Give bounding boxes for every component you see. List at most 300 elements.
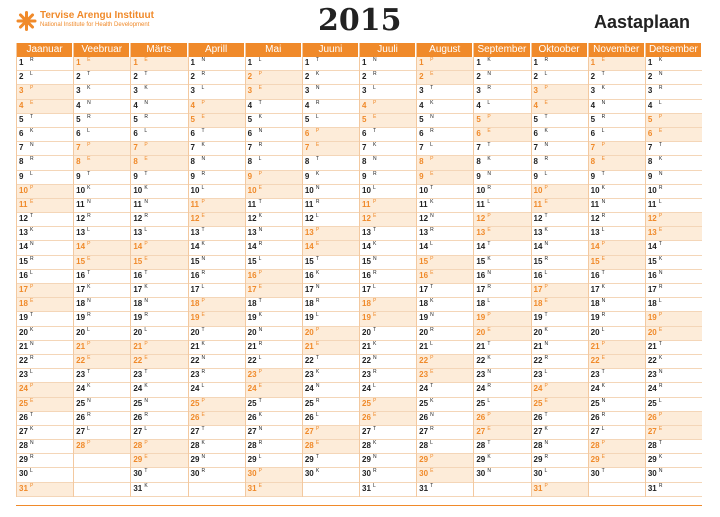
day-cell[interactable] [303,327,359,341]
day-cell[interactable] [417,398,473,412]
day-cell[interactable] [74,241,130,255]
day-cell[interactable] [417,57,473,71]
day-cell[interactable] [303,426,359,440]
day-cell[interactable] [646,483,702,497]
day-cell[interactable] [532,398,588,412]
day-cell[interactable] [646,171,702,185]
day-cell[interactable] [532,199,588,213]
day-cell[interactable] [189,355,245,369]
day-cell[interactable] [17,128,73,142]
day-cell[interactable] [474,142,530,156]
day-cell[interactable] [189,114,245,128]
day-cell[interactable] [589,171,645,185]
day-cell[interactable] [474,327,530,341]
day-cell[interactable] [303,398,359,412]
day-cell[interactable] [532,270,588,284]
day-cell[interactable] [189,327,245,341]
day-cell[interactable] [17,156,73,170]
day-cell[interactable] [17,398,73,412]
day-cell[interactable] [246,355,302,369]
day-cell[interactable] [474,426,530,440]
day-cell[interactable] [131,213,187,227]
day-cell[interactable] [532,355,588,369]
day-cell[interactable] [74,171,130,185]
day-cell[interactable] [589,128,645,142]
day-cell[interactable] [474,85,530,99]
day-cell[interactable] [303,114,359,128]
day-cell[interactable] [303,100,359,114]
day-cell[interactable] [589,114,645,128]
day-cell[interactable] [532,85,588,99]
day-cell[interactable] [17,256,73,270]
day-cell[interactable] [646,156,702,170]
day-cell[interactable] [189,213,245,227]
day-cell[interactable] [417,341,473,355]
day-cell[interactable] [532,341,588,355]
day-cell[interactable] [532,312,588,326]
day-cell[interactable] [131,142,187,156]
day-cell[interactable] [360,341,416,355]
day-cell[interactable] [246,483,302,497]
day-cell[interactable] [303,369,359,383]
day-cell[interactable] [17,57,73,71]
day-cell[interactable] [474,199,530,213]
day-cell[interactable] [646,185,702,199]
day-cell[interactable] [131,284,187,298]
day-cell[interactable] [303,199,359,213]
day-cell[interactable] [417,100,473,114]
day-cell[interactable] [131,483,187,497]
day-cell[interactable] [303,483,359,497]
day-cell[interactable] [246,468,302,482]
day-cell[interactable] [189,199,245,213]
day-cell[interactable] [360,298,416,312]
day-cell[interactable] [131,369,187,383]
day-cell[interactable] [589,383,645,397]
day-cell[interactable] [74,284,130,298]
day-cell[interactable] [74,227,130,241]
day-cell[interactable] [17,85,73,99]
day-cell[interactable] [74,483,130,497]
day-cell[interactable] [474,440,530,454]
day-cell[interactable] [131,185,187,199]
day-cell[interactable] [189,412,245,426]
day-cell[interactable] [360,426,416,440]
day-cell[interactable] [74,142,130,156]
day-cell[interactable] [246,185,302,199]
day-cell[interactable] [303,341,359,355]
day-cell[interactable] [532,241,588,255]
day-cell[interactable] [417,227,473,241]
day-cell[interactable] [646,241,702,255]
day-cell[interactable] [589,398,645,412]
day-cell[interactable] [131,256,187,270]
day-cell[interactable] [360,284,416,298]
day-cell[interactable] [360,142,416,156]
day-cell[interactable] [17,71,73,85]
day-cell[interactable] [17,213,73,227]
day-cell[interactable] [589,426,645,440]
day-cell[interactable] [646,114,702,128]
day-cell[interactable] [474,468,530,482]
day-cell[interactable] [360,171,416,185]
day-cell[interactable] [474,369,530,383]
day-cell[interactable] [246,440,302,454]
day-cell[interactable] [189,298,245,312]
day-cell[interactable] [74,128,130,142]
day-cell[interactable] [360,199,416,213]
day-cell[interactable] [189,100,245,114]
day-cell[interactable] [74,298,130,312]
day-cell[interactable] [17,483,73,497]
day-cell[interactable] [532,383,588,397]
day-cell[interactable] [417,426,473,440]
day-cell[interactable] [646,468,702,482]
day-cell[interactable] [189,440,245,454]
day-cell[interactable] [303,270,359,284]
day-cell[interactable] [246,199,302,213]
day-cell[interactable] [189,483,245,497]
day-cell[interactable] [360,227,416,241]
day-cell[interactable] [17,426,73,440]
day-cell[interactable] [303,454,359,468]
day-cell[interactable] [417,114,473,128]
day-cell[interactable] [646,383,702,397]
day-cell[interactable] [17,142,73,156]
day-cell[interactable] [417,171,473,185]
day-cell[interactable] [17,327,73,341]
day-cell[interactable] [303,71,359,85]
day-cell[interactable] [532,71,588,85]
day-cell[interactable] [17,227,73,241]
day-cell[interactable] [74,440,130,454]
day-cell[interactable] [246,142,302,156]
day-cell[interactable] [246,171,302,185]
day-cell[interactable] [246,57,302,71]
day-cell[interactable] [589,412,645,426]
day-cell[interactable] [17,383,73,397]
day-cell[interactable] [17,171,73,185]
day-cell[interactable] [646,426,702,440]
day-cell[interactable] [474,128,530,142]
day-cell[interactable] [646,256,702,270]
day-cell[interactable] [131,398,187,412]
day-cell[interactable] [417,156,473,170]
day-cell[interactable] [131,412,187,426]
day-cell[interactable] [532,114,588,128]
day-cell[interactable] [646,341,702,355]
day-cell[interactable] [646,398,702,412]
day-cell[interactable] [131,156,187,170]
day-cell[interactable] [532,327,588,341]
day-cell[interactable] [303,227,359,241]
day-cell[interactable] [474,312,530,326]
day-cell[interactable] [532,227,588,241]
day-cell[interactable] [246,85,302,99]
day-cell[interactable] [189,128,245,142]
day-cell[interactable] [131,241,187,255]
day-cell[interactable] [474,241,530,255]
day-cell[interactable] [246,270,302,284]
day-cell[interactable] [131,171,187,185]
day-cell[interactable] [417,355,473,369]
day-cell[interactable] [74,213,130,227]
day-cell[interactable] [246,426,302,440]
day-cell[interactable] [74,383,130,397]
day-cell[interactable] [474,156,530,170]
day-cell[interactable] [589,284,645,298]
day-cell[interactable] [246,71,302,85]
day-cell[interactable] [246,454,302,468]
day-cell[interactable] [246,341,302,355]
day-cell[interactable] [474,383,530,397]
day-cell[interactable] [417,440,473,454]
day-cell[interactable] [646,369,702,383]
day-cell[interactable] [74,412,130,426]
day-cell[interactable] [17,412,73,426]
day-cell[interactable] [303,171,359,185]
day-cell[interactable] [532,369,588,383]
day-cell[interactable] [589,142,645,156]
day-cell[interactable] [189,454,245,468]
day-cell[interactable] [246,241,302,255]
day-cell[interactable] [474,171,530,185]
day-cell[interactable] [646,454,702,468]
day-cell[interactable] [131,426,187,440]
day-cell[interactable] [417,284,473,298]
day-cell[interactable] [646,227,702,241]
day-cell[interactable] [474,398,530,412]
day-cell[interactable] [474,71,530,85]
day-cell[interactable] [646,270,702,284]
day-cell[interactable] [589,199,645,213]
day-cell[interactable] [189,312,245,326]
day-cell[interactable] [646,71,702,85]
day-cell[interactable] [417,412,473,426]
day-cell[interactable] [131,454,187,468]
day-cell[interactable] [532,142,588,156]
day-cell[interactable] [532,454,588,468]
day-cell[interactable] [246,128,302,142]
day-cell[interactable] [360,398,416,412]
day-cell[interactable] [189,241,245,255]
day-cell[interactable] [246,114,302,128]
day-cell[interactable] [417,199,473,213]
day-cell[interactable] [189,369,245,383]
day-cell[interactable] [303,85,359,99]
day-cell[interactable] [17,241,73,255]
day-cell[interactable] [646,85,702,99]
day-cell[interactable] [74,398,130,412]
day-cell[interactable] [17,440,73,454]
day-cell[interactable] [589,355,645,369]
day-cell[interactable] [532,100,588,114]
day-cell[interactable] [360,114,416,128]
day-cell[interactable] [189,142,245,156]
day-cell[interactable] [131,355,187,369]
day-cell[interactable] [532,256,588,270]
day-cell[interactable] [131,298,187,312]
day-cell[interactable] [360,483,416,497]
day-cell[interactable] [646,327,702,341]
day-cell[interactable] [589,156,645,170]
day-cell[interactable] [131,440,187,454]
day-cell[interactable] [417,85,473,99]
day-cell[interactable] [417,128,473,142]
day-cell[interactable] [360,85,416,99]
day-cell[interactable] [360,57,416,71]
day-cell[interactable] [589,100,645,114]
day-cell[interactable] [131,199,187,213]
day-cell[interactable] [417,327,473,341]
day-cell[interactable] [532,284,588,298]
day-cell[interactable] [303,468,359,482]
day-cell[interactable] [532,412,588,426]
day-cell[interactable] [189,85,245,99]
day-cell[interactable] [360,128,416,142]
day-cell[interactable] [646,440,702,454]
day-cell[interactable] [532,156,588,170]
day-cell[interactable] [131,100,187,114]
day-cell[interactable] [417,369,473,383]
day-cell[interactable] [131,312,187,326]
day-cell[interactable] [303,213,359,227]
day-cell[interactable] [189,227,245,241]
day-cell[interactable] [417,483,473,497]
day-cell[interactable] [589,256,645,270]
day-cell[interactable] [246,156,302,170]
day-cell[interactable] [246,327,302,341]
day-cell[interactable] [474,298,530,312]
day-cell[interactable] [17,114,73,128]
day-cell[interactable] [474,412,530,426]
day-cell[interactable] [532,483,588,497]
day-cell[interactable] [131,71,187,85]
day-cell[interactable] [17,312,73,326]
day-cell[interactable] [360,369,416,383]
day-cell[interactable] [17,341,73,355]
day-cell[interactable] [74,256,130,270]
day-cell[interactable] [17,298,73,312]
day-cell[interactable] [532,440,588,454]
day-cell[interactable] [246,312,302,326]
day-cell[interactable] [74,454,130,468]
day-cell[interactable] [246,213,302,227]
day-cell[interactable] [189,171,245,185]
day-cell[interactable] [417,312,473,326]
day-cell[interactable] [589,270,645,284]
day-cell[interactable] [589,241,645,255]
day-cell[interactable] [417,383,473,397]
day-cell[interactable] [74,327,130,341]
day-cell[interactable] [189,341,245,355]
day-cell[interactable] [474,341,530,355]
day-cell[interactable] [474,270,530,284]
day-cell[interactable] [532,213,588,227]
day-cell[interactable] [74,426,130,440]
day-cell[interactable] [303,383,359,397]
day-cell[interactable] [474,355,530,369]
day-cell[interactable] [131,468,187,482]
day-cell[interactable] [474,227,530,241]
day-cell[interactable] [246,256,302,270]
day-cell[interactable] [532,185,588,199]
day-cell[interactable] [532,171,588,185]
day-cell[interactable] [360,468,416,482]
day-cell[interactable] [189,383,245,397]
day-cell[interactable] [74,185,130,199]
day-cell[interactable] [532,128,588,142]
day-cell[interactable] [646,412,702,426]
day-cell[interactable] [589,327,645,341]
day-cell[interactable] [646,312,702,326]
day-cell[interactable] [303,241,359,255]
day-cell[interactable] [417,213,473,227]
day-cell[interactable] [303,185,359,199]
day-cell[interactable] [474,454,530,468]
day-cell[interactable] [246,298,302,312]
day-cell[interactable] [646,100,702,114]
day-cell[interactable] [474,213,530,227]
day-cell[interactable] [417,71,473,85]
day-cell[interactable] [17,100,73,114]
day-cell[interactable] [589,71,645,85]
day-cell[interactable] [246,398,302,412]
day-cell[interactable] [74,85,130,99]
day-cell[interactable] [17,468,73,482]
day-cell[interactable] [303,412,359,426]
day-cell[interactable] [417,468,473,482]
day-cell[interactable] [74,341,130,355]
day-cell[interactable] [189,284,245,298]
day-cell[interactable] [646,199,702,213]
day-cell[interactable] [246,227,302,241]
day-cell[interactable] [17,199,73,213]
day-cell[interactable] [646,128,702,142]
day-cell[interactable] [589,185,645,199]
day-cell[interactable] [303,355,359,369]
day-cell[interactable] [74,199,130,213]
day-cell[interactable] [417,185,473,199]
day-cell[interactable] [589,468,645,482]
day-cell[interactable] [589,454,645,468]
day-cell[interactable] [131,270,187,284]
day-cell[interactable] [360,327,416,341]
day-cell[interactable] [360,270,416,284]
day-cell[interactable] [474,483,530,497]
day-cell[interactable] [246,369,302,383]
day-cell[interactable] [589,85,645,99]
day-cell[interactable] [303,312,359,326]
day-cell[interactable] [532,468,588,482]
day-cell[interactable] [303,57,359,71]
day-cell[interactable] [246,284,302,298]
day-cell[interactable] [131,128,187,142]
day-cell[interactable] [189,468,245,482]
day-cell[interactable] [74,312,130,326]
day-cell[interactable] [646,298,702,312]
day-cell[interactable] [360,355,416,369]
day-cell[interactable] [131,85,187,99]
day-cell[interactable] [360,156,416,170]
day-cell[interactable] [74,71,130,85]
day-cell[interactable] [589,369,645,383]
day-cell[interactable] [646,142,702,156]
day-cell[interactable] [74,100,130,114]
day-cell[interactable] [360,241,416,255]
day-cell[interactable] [74,369,130,383]
day-cell[interactable] [74,270,130,284]
